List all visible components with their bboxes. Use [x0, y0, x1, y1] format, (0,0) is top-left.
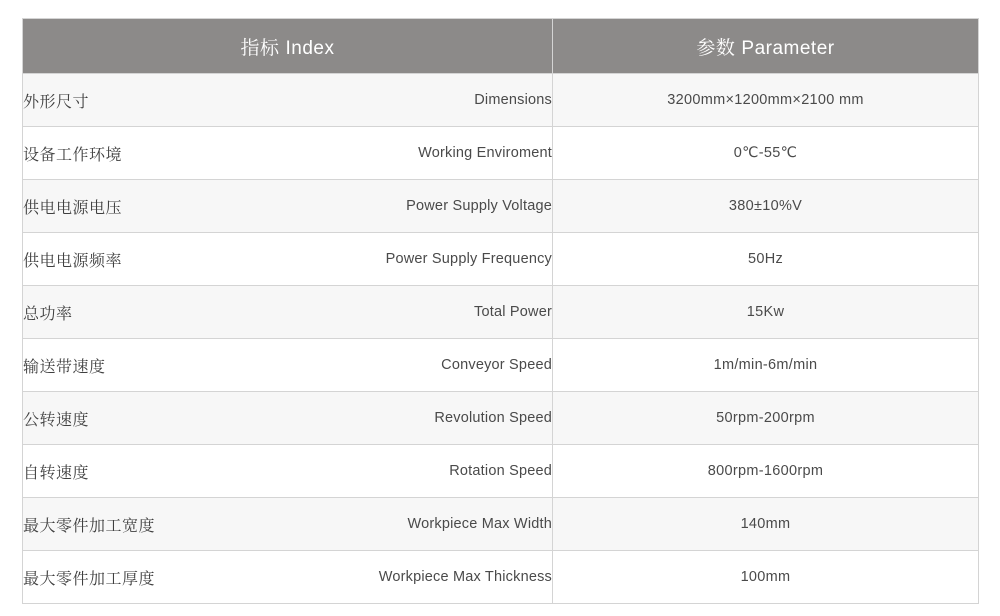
index-label-cn: 公转速度 — [23, 411, 90, 429]
column-header-parameter-en: Parameter — [741, 37, 835, 59]
index-cell — [23, 74, 553, 127]
index-label-en: Power Supply Frequency — [385, 251, 552, 267]
column-header-index-cn: 指标 — [240, 37, 280, 59]
index-cell — [23, 551, 553, 604]
index-label-en: Rotation Speed — [449, 463, 552, 479]
index-cell — [23, 180, 553, 233]
parameter-value: 50Hz — [553, 233, 979, 286]
parameter-value: 1m/min-6m/min — [553, 339, 979, 392]
table-row — [23, 127, 979, 180]
specification-table-container — [22, 18, 978, 604]
table-body — [23, 74, 979, 604]
index-label-cn: 供电电源频率 — [23, 252, 123, 270]
index-label-en: Working Enviroment — [418, 145, 552, 161]
index-label-cn: 输送带速度 — [23, 358, 106, 376]
table-row — [23, 74, 979, 127]
index-label-en: Workpiece Max Thickness — [378, 569, 552, 585]
index-label-en: Conveyor Speed — [441, 357, 552, 373]
table-row — [23, 286, 979, 339]
column-header-parameter-cn: 参数 — [696, 37, 736, 59]
parameter-value: 15Kw — [553, 286, 979, 339]
index-label-cn: 总功率 — [23, 305, 73, 323]
index-cell — [23, 233, 553, 286]
index-label-cn: 自转速度 — [23, 464, 90, 482]
specification-table — [22, 18, 979, 604]
parameter-value: 800rpm-1600rpm — [553, 445, 979, 498]
table-row — [23, 498, 979, 551]
index-label-en: Power Supply Voltage — [406, 198, 552, 214]
index-label-en: Dimensions — [474, 92, 552, 108]
index-label-cn: 设备工作环境 — [23, 146, 123, 164]
index-label-cn: 供电电源电压 — [23, 199, 123, 217]
table-row — [23, 392, 979, 445]
parameter-value: 0℃-55℃ — [553, 127, 979, 180]
parameter-value: 50rpm-200rpm — [553, 392, 979, 445]
table-row — [23, 551, 979, 604]
index-cell — [23, 445, 553, 498]
table-row — [23, 339, 979, 392]
parameter-value: 3200mm×1200mm×2100 mm — [553, 74, 979, 127]
column-header-index — [23, 19, 553, 74]
table-header — [23, 19, 979, 74]
parameter-value: 140mm — [553, 498, 979, 551]
index-cell — [23, 339, 553, 392]
column-header-parameter — [553, 19, 979, 74]
index-cell — [23, 498, 553, 551]
index-cell — [23, 392, 553, 445]
parameter-value: 380±10%V — [553, 180, 979, 233]
index-label-en: Revolution Speed — [434, 410, 552, 426]
index-cell — [23, 286, 553, 339]
index-label-cn: 最大零件加工厚度 — [23, 570, 156, 588]
index-label-en: Total Power — [474, 304, 552, 320]
parameter-value: 100mm — [553, 551, 979, 604]
index-cell — [23, 127, 553, 180]
table-row — [23, 180, 979, 233]
index-label-cn: 外形尺寸 — [23, 93, 90, 111]
index-label-cn: 最大零件加工宽度 — [23, 517, 156, 535]
index-label-en: Workpiece Max Width — [407, 516, 552, 532]
table-row — [23, 233, 979, 286]
table-header-row — [23, 19, 979, 74]
table-row — [23, 445, 979, 498]
column-header-index-en: Index — [285, 37, 335, 59]
